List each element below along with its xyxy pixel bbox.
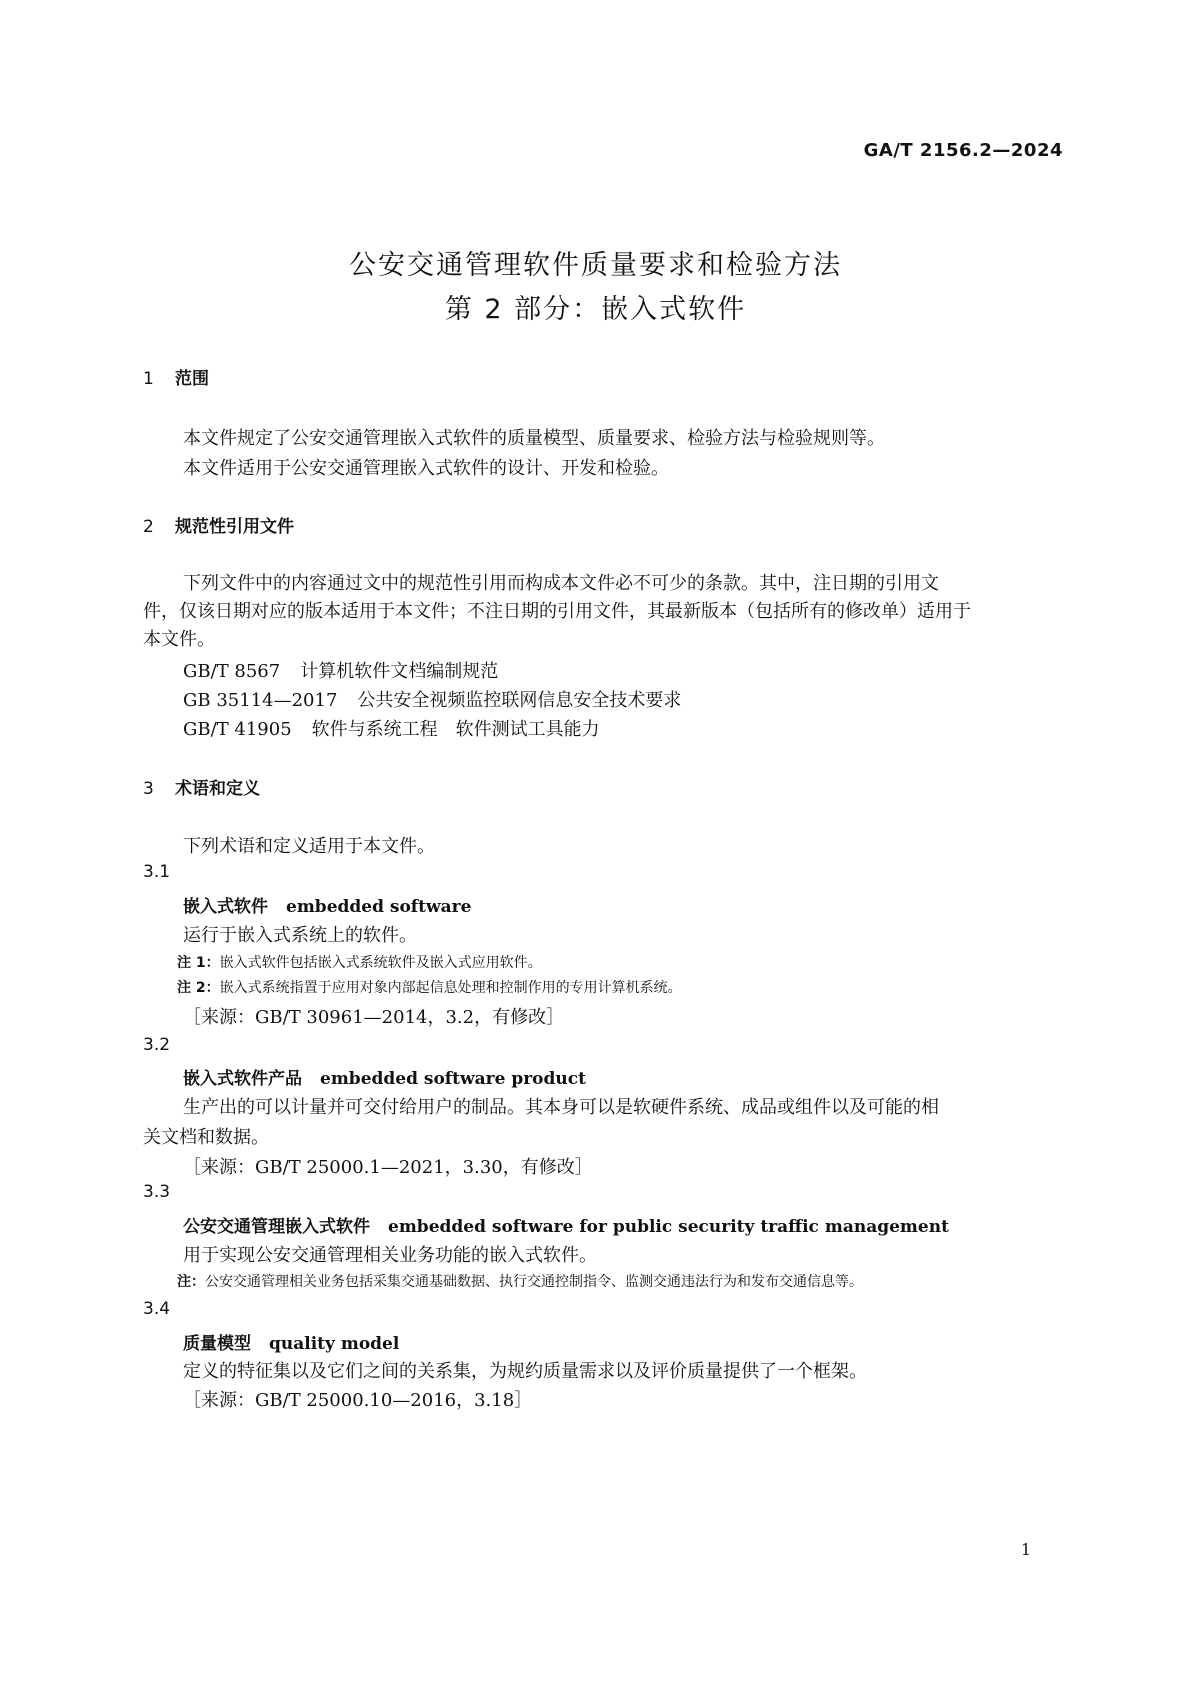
term-en: embedded software [286, 897, 472, 917]
note-text: 嵌入式软件包括嵌入式系统软件及嵌入式应用软件。 [219, 955, 542, 971]
term-number: 3.1 [143, 862, 171, 882]
term-en: embedded software product [320, 1069, 586, 1089]
term-heading [183, 892, 471, 917]
term-source: ［来源：GB/T 30961—2014，3.2，有修改］ [183, 1007, 565, 1028]
document-subtitle: 第 2 部分：嵌入式软件 [444, 294, 747, 325]
references-paragraph-line-1: 下列文件中的内容通过文中的规范性引用而构成本文件必不可少的条款。其中，注日期的引用文 [183, 573, 939, 594]
term-heading [183, 1064, 586, 1089]
section-1-heading [143, 364, 209, 389]
section-number: 1 [143, 369, 154, 389]
reference-item [183, 686, 681, 712]
references-paragraph-line-2: 件，仅该日期对应的版本适用于本文件；不注日期的引用文件，其最新版本（包括所有的修改单）适用于 [143, 601, 971, 622]
term-definition-line-2: 关文档和数据。 [143, 1127, 269, 1148]
term-definition-line-1: 生产出的可以计量并可交付给用户的制品。其本身可以是软硬件系统、成品或组件以及可能的相 [183, 1097, 939, 1118]
term-number: 3.4 [143, 1299, 171, 1319]
term-number: 3.2 [143, 1035, 171, 1055]
standard-number: GA/T 2156.2—2024 [863, 140, 1063, 161]
section-3-heading [143, 774, 260, 799]
term-definition: 定义的特征集以及它们之间的关系集，为规约质量需求以及评价质量提供了一个框架。 [183, 1361, 867, 1382]
terms-intro: 下列术语和定义适用于本文件。 [183, 836, 435, 857]
term-zh: 质量模型 [183, 1334, 251, 1354]
reference-code: GB 35114—2017 [183, 690, 338, 711]
reference-title: 计算机软件文档编制规范 [300, 661, 499, 682]
term-note [177, 952, 542, 972]
term-heading [183, 1212, 949, 1237]
term-en: embedded software for public security traffic management [388, 1217, 949, 1237]
term-definition: 运行于嵌入式系统上的软件。 [183, 925, 417, 946]
scope-paragraph-1: 本文件规定了公安交通管理嵌入式软件的质量模型、质量要求、检验方法与检验规则等。 [183, 428, 885, 449]
section-2-heading [143, 512, 294, 537]
section-title: 规范性引用文件 [175, 517, 294, 537]
term-source: ［来源：GB/T 25000.1—2021，3.30，有修改］ [183, 1157, 593, 1178]
term-zh: 嵌入式软件 [183, 897, 268, 917]
note-text: 嵌入式系统指置于应用对象内部起信息处理和控制作用的专用计算机系统。 [219, 980, 682, 996]
note-label: 注： [177, 1274, 205, 1290]
term-heading [183, 1329, 399, 1354]
page-number: 1 [1020, 1540, 1031, 1559]
term-number: 3.3 [143, 1182, 171, 1202]
reference-item [183, 715, 600, 741]
reference-code: GB/T 41905 [183, 719, 292, 740]
term-zh: 嵌入式软件产品 [183, 1069, 302, 1089]
section-title: 术语和定义 [175, 779, 260, 799]
reference-item [183, 657, 498, 683]
note-label: 注 2： [177, 980, 220, 996]
references-paragraph-line-3: 本文件。 [143, 629, 215, 650]
scope-paragraph-2: 本文件适用于公安交通管理嵌入式软件的设计、开发和检验。 [183, 458, 669, 479]
reference-title: 公共安全视频监控联网信息安全技术要求 [357, 690, 682, 711]
term-definition: 用于实现公安交通管理相关业务功能的嵌入式软件。 [183, 1245, 597, 1266]
term-note [177, 1271, 863, 1291]
section-number: 2 [143, 517, 154, 537]
term-zh: 公安交通管理嵌入式软件 [183, 1217, 370, 1237]
term-en: quality model [269, 1334, 400, 1354]
document-title: 公安交通管理软件质量要求和检验方法 [349, 250, 842, 281]
section-title: 范围 [175, 369, 209, 389]
note-label: 注 1： [177, 955, 220, 971]
section-number: 3 [143, 779, 154, 799]
note-text: 公安交通管理相关业务包括采集交通基础数据、执行交通控制指令、监测交通违法行为和发布交通信息等。 [205, 1274, 863, 1290]
term-note [177, 977, 682, 997]
term-source: ［来源：GB/T 25000.10—2016，3.18］ [183, 1390, 533, 1411]
reference-title: 软件与系统工程 软件测试工具能力 [311, 719, 600, 740]
reference-code: GB/T 8567 [183, 661, 281, 682]
